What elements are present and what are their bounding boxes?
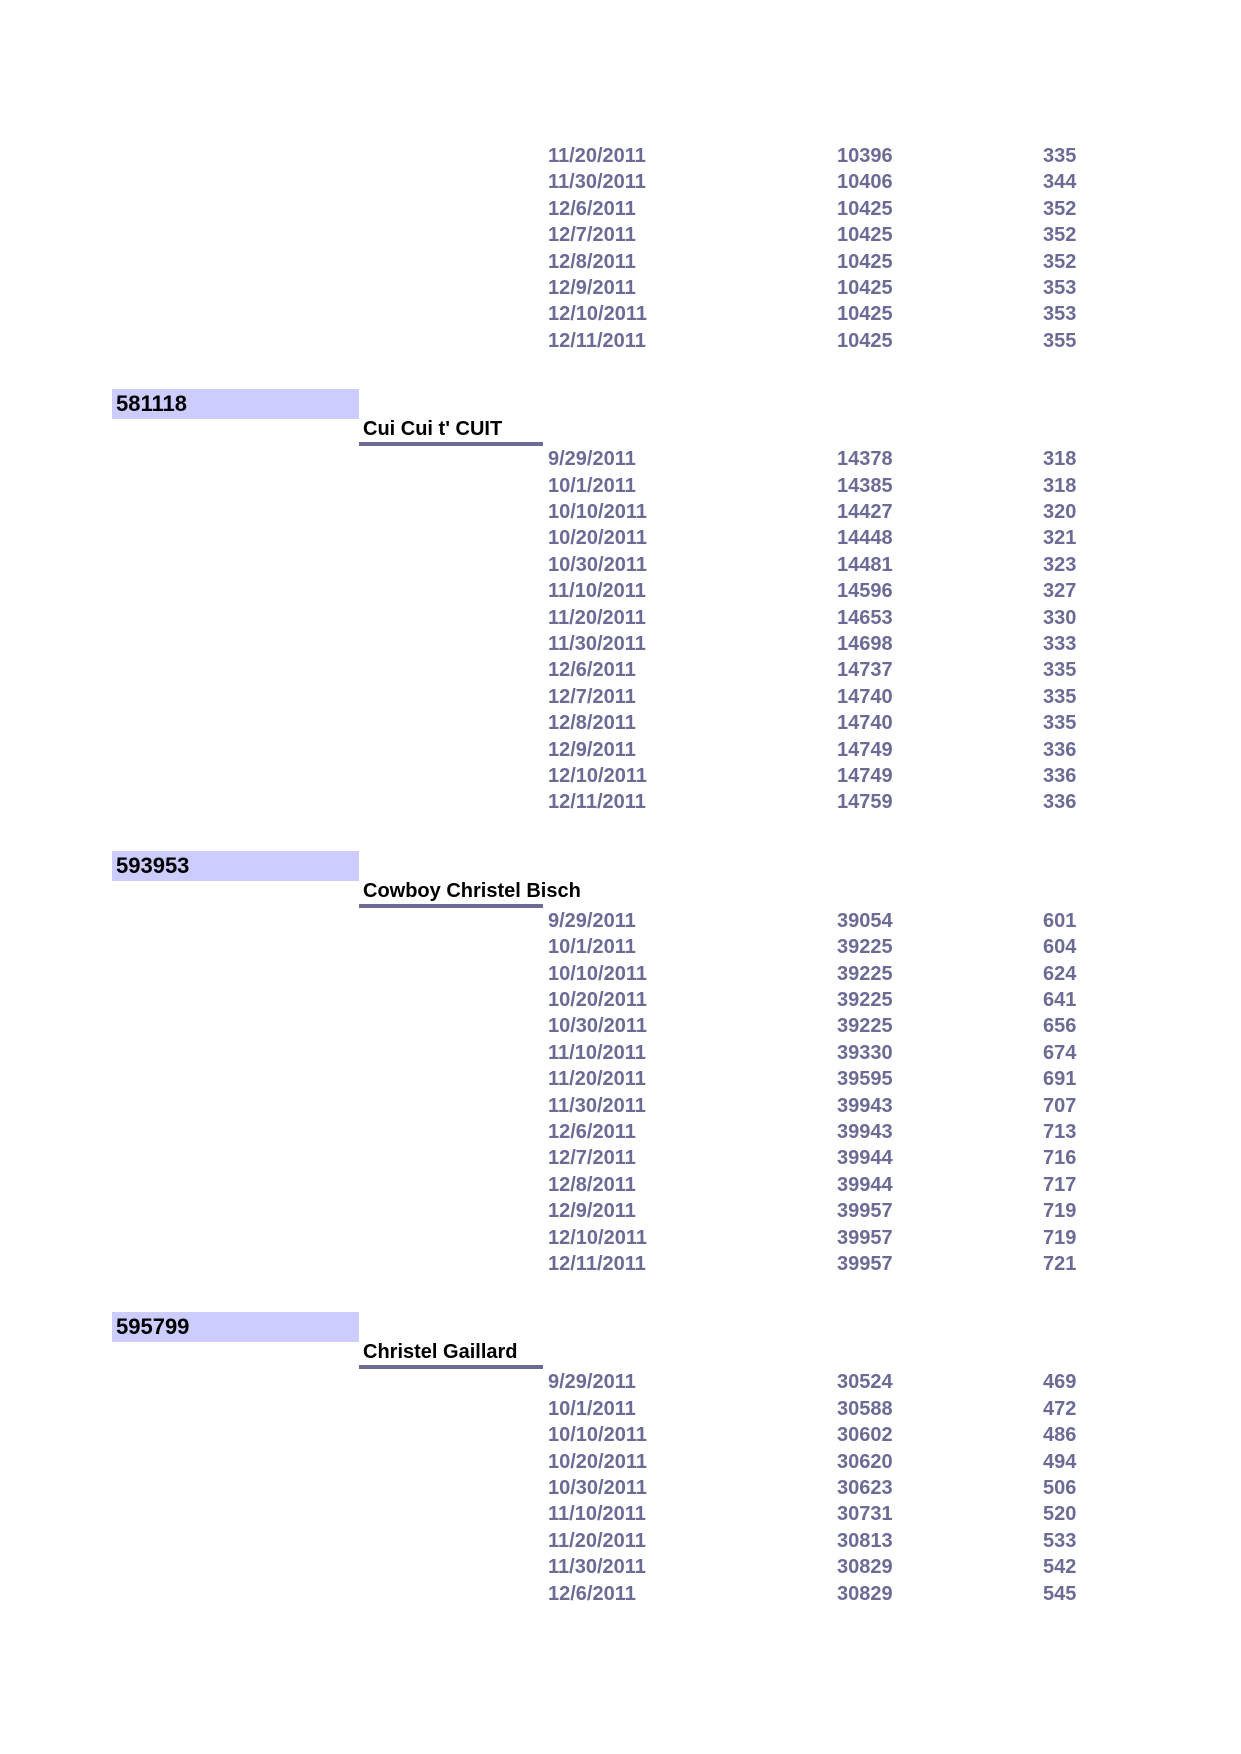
reading-date: 10/10/2011 <box>548 962 647 985</box>
reading-value-2: 318 <box>1043 474 1077 497</box>
reading-date: 12/10/2011 <box>548 765 647 787</box>
reading-value-1: 14740 <box>837 685 893 708</box>
reading-value-2: 506 <box>1043 1477 1077 1499</box>
reading-row <box>0 1015 1241 1041</box>
reading-value-1: 14740 <box>837 712 893 735</box>
reading-row <box>0 1147 1241 1173</box>
reading-date: 9/29/2011 <box>548 909 636 932</box>
group-name-header: Christel Gaillard <box>359 1339 543 1369</box>
reading-date: 11/30/2011 <box>548 633 646 655</box>
reading-value-1: 39957 <box>837 1226 893 1249</box>
reading-value-2: 323 <box>1043 553 1077 576</box>
reading-row <box>0 145 1241 171</box>
reading-value-1: 14749 <box>837 765 893 787</box>
reading-date: 12/11/2011 <box>548 791 646 814</box>
reading-value-1: 14698 <box>837 633 893 655</box>
reading-value-1: 10425 <box>837 224 893 247</box>
reading-row <box>0 1068 1241 1094</box>
reading-value-2: 318 <box>1043 448 1077 471</box>
reading-row <box>0 1583 1241 1609</box>
reading-row <box>0 910 1241 936</box>
reading-date: 10/30/2011 <box>548 1015 647 1038</box>
reading-value-2: 336 <box>1043 765 1077 787</box>
reading-row <box>0 1530 1241 1556</box>
reading-value-2: 472 <box>1043 1397 1077 1420</box>
reading-value-2: 327 <box>1043 580 1077 603</box>
reading-date: 12/8/2011 <box>548 1173 636 1196</box>
reading-value-1: 30588 <box>837 1397 893 1420</box>
reading-row <box>0 554 1241 580</box>
reading-value-1: 30731 <box>837 1503 893 1526</box>
reading-date: 11/20/2011 <box>548 145 646 167</box>
reading-row <box>0 330 1241 356</box>
reading-date: 9/29/2011 <box>548 1371 636 1394</box>
reading-value-1: 10425 <box>837 250 893 273</box>
reading-date: 10/1/2011 <box>548 936 636 959</box>
reading-row <box>0 1095 1241 1121</box>
reading-value-2: 674 <box>1043 1041 1077 1064</box>
reading-date: 11/20/2011 <box>548 606 646 629</box>
reading-value-1: 39595 <box>837 1068 893 1091</box>
reading-value-1: 39225 <box>837 989 893 1011</box>
reading-value-1: 14749 <box>837 738 893 761</box>
reading-date: 10/30/2011 <box>548 1477 647 1499</box>
reading-value-2: 353 <box>1043 277 1077 299</box>
reading-value-1: 30829 <box>837 1556 893 1579</box>
group-id-header: 595799 <box>112 1312 359 1342</box>
reading-value-2: 352 <box>1043 224 1077 247</box>
reading-value-2: 335 <box>1043 659 1077 682</box>
reading-value-2: 335 <box>1043 145 1077 167</box>
reading-date: 11/30/2011 <box>548 1556 646 1579</box>
reading-value-2: 721 <box>1043 1253 1077 1275</box>
reading-row <box>0 1121 1241 1147</box>
reading-row <box>0 1253 1241 1279</box>
reading-date: 12/10/2011 <box>548 1226 647 1249</box>
reading-row <box>0 475 1241 501</box>
reading-row <box>0 1503 1241 1529</box>
reading-value-2: 353 <box>1043 303 1077 326</box>
reading-row <box>0 171 1241 197</box>
reading-value-1: 39054 <box>837 909 893 932</box>
reading-value-1: 14448 <box>837 527 893 550</box>
reading-row <box>0 1424 1241 1450</box>
reading-row <box>0 580 1241 606</box>
reading-value-2: 320 <box>1043 501 1077 523</box>
reading-row <box>0 1227 1241 1253</box>
reading-row <box>0 989 1241 1015</box>
reading-date: 10/30/2011 <box>548 553 647 576</box>
reading-row <box>0 791 1241 817</box>
reading-value-2: 486 <box>1043 1424 1077 1447</box>
reading-value-2: 352 <box>1043 250 1077 273</box>
reading-value-2: 545 <box>1043 1582 1077 1605</box>
reading-value-2: 601 <box>1043 909 1077 932</box>
reading-value-1: 30620 <box>837 1450 893 1473</box>
reading-date: 11/30/2011 <box>548 1094 646 1117</box>
reading-value-1: 39957 <box>837 1200 893 1223</box>
reading-value-2: 333 <box>1043 633 1077 655</box>
reading-date: 12/6/2011 <box>548 1121 636 1143</box>
reading-date: 12/11/2011 <box>548 329 646 352</box>
reading-value-1: 30829 <box>837 1582 893 1605</box>
reading-row <box>0 1200 1241 1226</box>
reading-value-1: 14378 <box>837 448 893 471</box>
reading-value-2: 717 <box>1043 1173 1077 1196</box>
reading-row <box>0 686 1241 712</box>
reading-value-2: 707 <box>1043 1094 1077 1117</box>
reading-value-2: 691 <box>1043 1068 1077 1091</box>
reading-date: 11/10/2011 <box>548 1041 646 1064</box>
reading-row <box>0 1556 1241 1582</box>
reading-value-2: 542 <box>1043 1556 1077 1579</box>
reading-value-1: 39225 <box>837 1015 893 1038</box>
reading-date: 12/7/2011 <box>548 1147 636 1170</box>
reading-row <box>0 936 1241 962</box>
reading-date: 10/1/2011 <box>548 474 636 497</box>
reading-date: 11/10/2011 <box>548 580 646 603</box>
reading-value-1: 14596 <box>837 580 893 603</box>
reading-date: 9/29/2011 <box>548 448 636 471</box>
reading-date: 11/10/2011 <box>548 1503 646 1526</box>
reading-row <box>0 659 1241 685</box>
reading-value-2: 716 <box>1043 1147 1077 1170</box>
reading-date: 10/10/2011 <box>548 501 647 523</box>
reading-value-1: 30623 <box>837 1477 893 1499</box>
reading-date: 12/8/2011 <box>548 250 636 273</box>
reading-value-1: 10396 <box>837 145 893 167</box>
reading-date: 12/7/2011 <box>548 224 636 247</box>
reading-row <box>0 501 1241 527</box>
reading-date: 12/6/2011 <box>548 1582 636 1605</box>
reading-value-2: 719 <box>1043 1226 1077 1249</box>
reading-row <box>0 448 1241 474</box>
reading-value-1: 14427 <box>837 501 893 523</box>
reading-value-2: 352 <box>1043 197 1077 220</box>
reading-value-2: 321 <box>1043 527 1077 550</box>
reading-value-2: 330 <box>1043 606 1077 629</box>
reading-value-2: 336 <box>1043 791 1077 814</box>
reading-date: 11/30/2011 <box>548 171 646 194</box>
reading-value-1: 39943 <box>837 1094 893 1117</box>
reading-value-2: 533 <box>1043 1529 1077 1552</box>
reading-row <box>0 633 1241 659</box>
reading-value-1: 39225 <box>837 936 893 959</box>
reading-value-1: 14653 <box>837 606 893 629</box>
reading-value-1: 10425 <box>837 303 893 326</box>
reading-value-2: 469 <box>1043 1371 1077 1394</box>
reading-value-2: 335 <box>1043 712 1077 735</box>
reading-value-1: 39225 <box>837 962 893 985</box>
reading-row <box>0 765 1241 791</box>
reading-row <box>0 1451 1241 1477</box>
reading-date: 12/9/2011 <box>548 738 636 761</box>
reading-value-2: 624 <box>1043 962 1077 985</box>
reading-date: 12/9/2011 <box>548 1200 636 1223</box>
reading-row <box>0 277 1241 303</box>
reading-date: 10/10/2011 <box>548 1424 647 1447</box>
reading-value-2: 355 <box>1043 329 1077 352</box>
reading-value-1: 14385 <box>837 474 893 497</box>
reading-date: 12/6/2011 <box>548 197 636 220</box>
reading-row <box>0 303 1241 329</box>
reading-value-1: 10425 <box>837 329 893 352</box>
reading-value-2: 604 <box>1043 936 1077 959</box>
group-name-header: Cowboy Christel Bisch <box>359 878 543 908</box>
reading-value-1: 30813 <box>837 1529 893 1552</box>
reading-row <box>0 1477 1241 1503</box>
reading-date: 11/20/2011 <box>548 1529 646 1552</box>
reading-date: 12/11/2011 <box>548 1253 646 1275</box>
reading-value-1: 39943 <box>837 1121 893 1143</box>
reading-row <box>0 198 1241 224</box>
reading-value-2: 641 <box>1043 989 1077 1011</box>
reading-value-2: 520 <box>1043 1503 1077 1526</box>
reading-value-1: 30524 <box>837 1371 893 1394</box>
reading-date: 12/9/2011 <box>548 277 636 299</box>
reading-value-1: 14481 <box>837 553 893 576</box>
reading-value-2: 713 <box>1043 1121 1077 1143</box>
reading-value-1: 10425 <box>837 277 893 299</box>
reading-date: 11/20/2011 <box>548 1068 646 1091</box>
reading-value-2: 656 <box>1043 1015 1077 1038</box>
reading-date: 12/8/2011 <box>548 712 636 735</box>
reading-row <box>0 1174 1241 1200</box>
reading-date: 10/20/2011 <box>548 989 647 1011</box>
reading-row <box>0 1371 1241 1397</box>
reading-row <box>0 251 1241 277</box>
reading-value-2: 719 <box>1043 1200 1077 1223</box>
reading-value-1: 30602 <box>837 1424 893 1447</box>
reading-value-1: 39957 <box>837 1253 893 1275</box>
reading-row <box>0 739 1241 765</box>
reading-row <box>0 963 1241 989</box>
reading-value-2: 335 <box>1043 685 1077 708</box>
reading-value-1: 39944 <box>837 1147 893 1170</box>
reading-date: 12/6/2011 <box>548 659 636 682</box>
reading-row <box>0 607 1241 633</box>
group-id-header: 581118 <box>112 389 359 419</box>
reading-row <box>0 1042 1241 1068</box>
reading-row <box>0 224 1241 250</box>
reading-date: 10/1/2011 <box>548 1397 636 1420</box>
reading-value-2: 336 <box>1043 738 1077 761</box>
reading-value-1: 10406 <box>837 171 893 194</box>
reading-value-1: 14737 <box>837 659 893 682</box>
reading-value-2: 494 <box>1043 1450 1077 1473</box>
reading-row <box>0 712 1241 738</box>
reading-date: 10/20/2011 <box>548 527 647 550</box>
reading-value-1: 39330 <box>837 1041 893 1064</box>
reading-value-1: 10425 <box>837 197 893 220</box>
reading-date: 12/10/2011 <box>548 303 647 326</box>
reading-value-1: 14759 <box>837 791 893 814</box>
group-name-header: Cui Cui t' CUIT <box>359 416 543 446</box>
reading-value-2: 344 <box>1043 171 1077 194</box>
reading-row <box>0 1398 1241 1424</box>
group-id-header: 593953 <box>112 851 359 881</box>
reading-value-1: 39944 <box>837 1173 893 1196</box>
reading-date: 10/20/2011 <box>548 1450 647 1473</box>
reading-date: 12/7/2011 <box>548 685 636 708</box>
reading-row <box>0 527 1241 553</box>
